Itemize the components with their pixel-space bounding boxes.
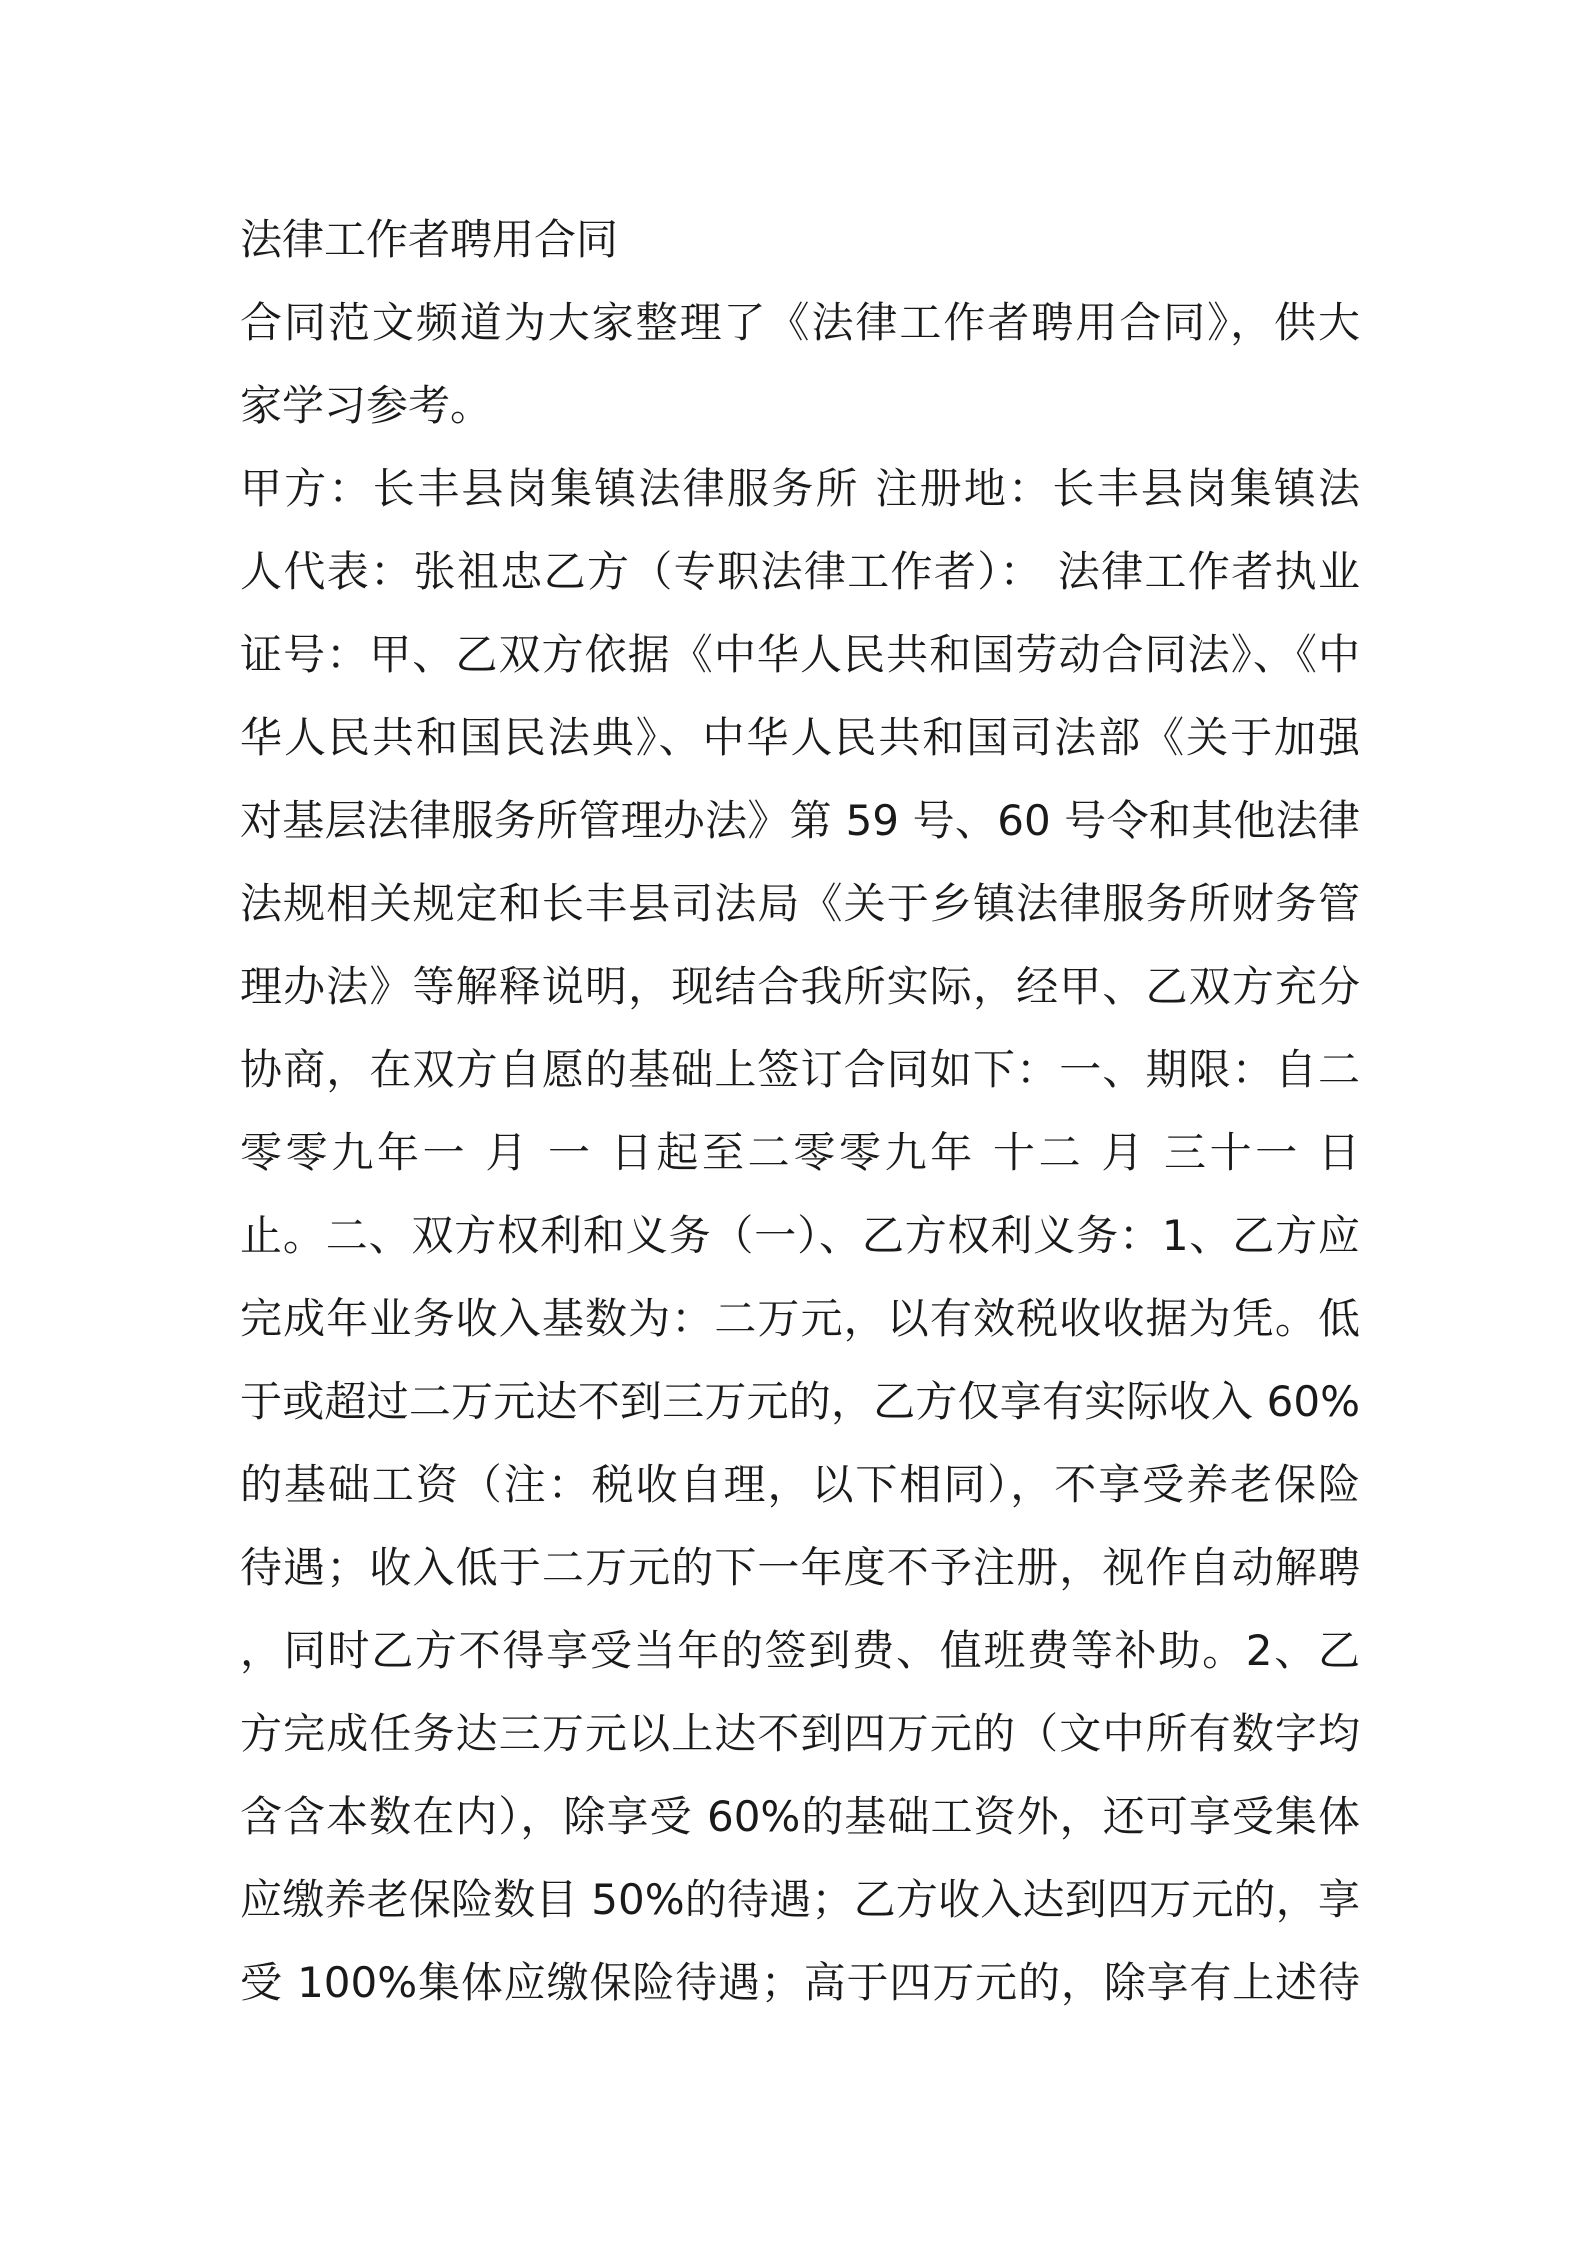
body-line: 对基层法律服务所管理办法》第 59 号、60 号令和其他法律 (240, 796, 1360, 845)
body-line: 人代表：张祖忠乙方（专职法律工作者）： 法律工作者执业 (240, 547, 1360, 596)
intro-line: 合同范文频道为大家整理了《法律工作者聘用合同》，供大 (240, 298, 1360, 347)
body-line: 理办法》等解释说明，现结合我所实际，经甲、乙双方充分 (240, 962, 1360, 1011)
body-line: 待遇；收入低于二万元的下一年度不予注册，视作自动解聘 (240, 1543, 1360, 1592)
body-line: 零零九年一 月 一 日起至二零零九年 十二 月 三十一 日 (240, 1128, 1360, 1177)
body-line: 协商，在双方自愿的基础上签订合同如下：一、期限：自二 (240, 1045, 1360, 1094)
body-line: 甲方：长丰县岗集镇法律服务所 注册地：长丰县岗集镇法 (240, 464, 1360, 513)
body-line: 于或超过二万元达不到三万元的，乙方仅享有实际收入 60% (240, 1377, 1360, 1426)
body-line: 止。二、双方权利和义务（一）、乙方权利义务：1、乙方应 (240, 1211, 1360, 1260)
body-line: 方完成任务达三万元以上达不到四万元的（文中所有数字均 (240, 1709, 1360, 1758)
body-line: 完成年业务收入基数为：二万元，以有效税收收据为凭。低 (240, 1294, 1360, 1343)
body-line: 华人民共和国民法典》、中华人民共和国司法部《关于加强 (240, 713, 1360, 762)
body-line: 应缴养老保险数目 50%的待遇；乙方收入达到四万元的，享 (240, 1875, 1360, 1924)
body-line: 法规相关规定和长丰县司法局《关于乡镇法律服务所财务管 (240, 879, 1360, 928)
body-line: 含含本数在内），除享受 60%的基础工资外，还可享受集体 (240, 1792, 1360, 1841)
body-line: ，同时乙方不得享受当年的签到费、值班费等补助。2、乙 (240, 1626, 1360, 1675)
intro-line: 家学习参考。 (240, 381, 493, 430)
document-title: 法律工作者聘用合同 (240, 215, 619, 264)
body-line: 受 100%集体应缴保险待遇；高于四万元的，除享有上述待 (240, 1958, 1360, 2007)
document-body (240, 198, 1360, 2024)
body-line: 的基础工资（注：税收自理，以下相同），不享受养老保险 (240, 1460, 1360, 1509)
body-line: 证号：甲、乙双方依据《中华人民共和国劳动合同法》、《中 (240, 630, 1360, 679)
